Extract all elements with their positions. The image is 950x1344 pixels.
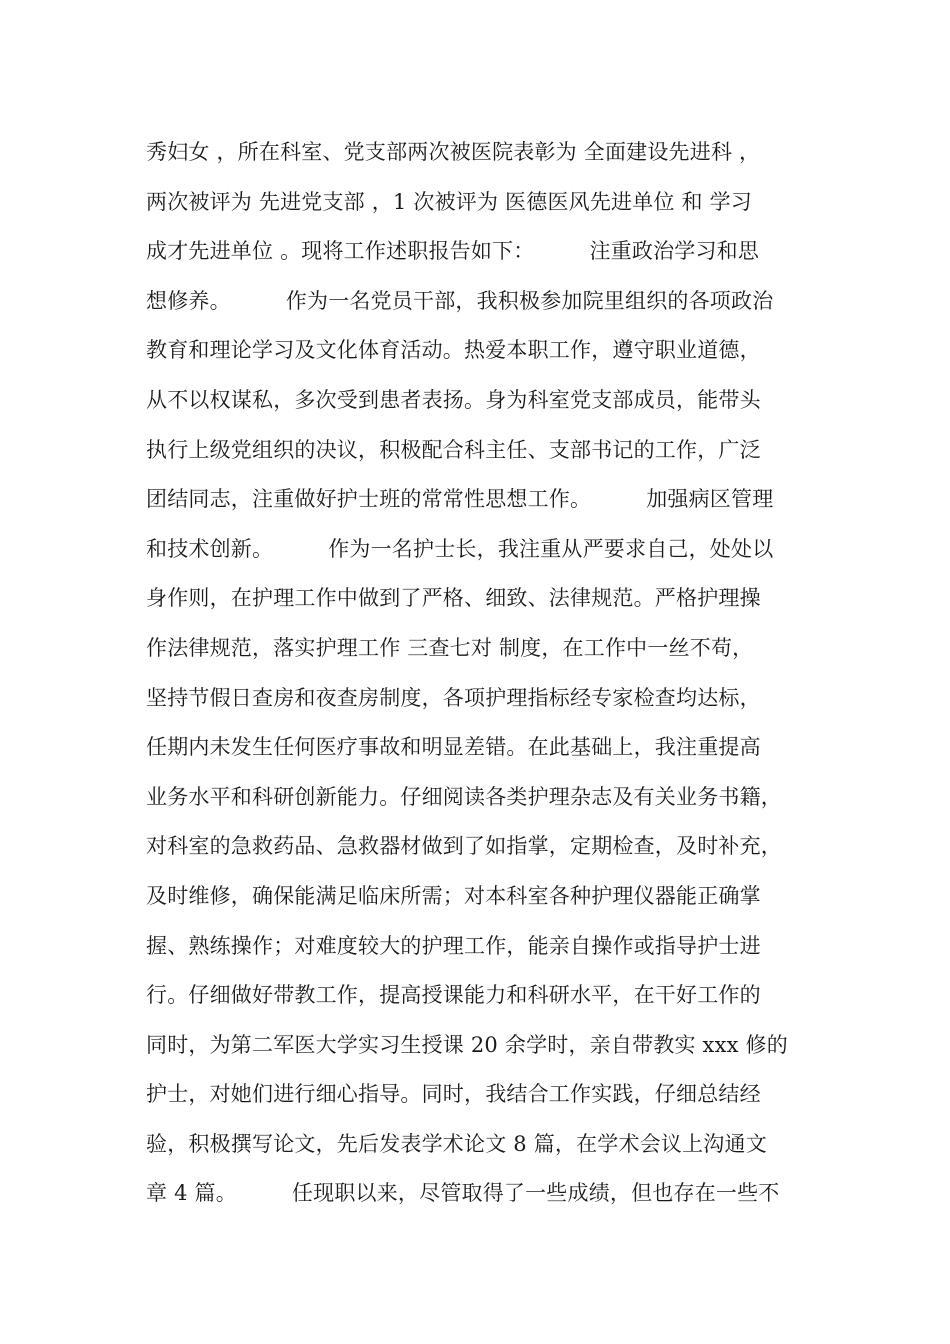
text-line: 身作则，在护理工作中做到了严格、细致、法律规范。严格护理操 bbox=[146, 586, 761, 611]
text-line: 两次被评为 先进党支部 ，1 次被评为 医德医风先进单位 和 学习 bbox=[146, 189, 753, 214]
text-line: 坚持节假日查房和夜查房制度，各项护理指标经专家检查均达标， bbox=[146, 685, 761, 710]
text-line: 从不以权谋私，多次受到患者表扬。身为科室党支部成员，能带头 bbox=[146, 387, 761, 412]
text-line: 秀妇女 ，所在科室、党支部两次被医院表彰为 全面建设先进科 ， bbox=[146, 140, 761, 164]
text-line: 同时，为第二军医大学实习生授课 20 余学时，亲自带教实 xxx 修的 bbox=[146, 1032, 788, 1057]
text-line: 业务水平和科研创新能力。仔细阅读各类护理杂志及有关业务书籍， bbox=[146, 784, 782, 809]
text-line: 验，积极撰写论文，先后发表学术论文 8 篇，在学术会议上沟通文 bbox=[146, 1131, 767, 1156]
text-line: 行。仔细做好带教工作，提高授课能力和科研水平，在干好工作的 bbox=[146, 983, 761, 1008]
text-line: 任期内未发生任何医疗事故和明显差错。在此基础上，我注重提高 bbox=[146, 735, 761, 760]
text-line: 成才先进单位 。现将工作述职报告如下： 注重政治学习和思 bbox=[146, 239, 760, 264]
text-line: 执行上级党组织的决议，积极配合科主任、支部书记的工作，广泛 bbox=[146, 437, 761, 462]
text-line: 教育和理论学习及文化体育活动。热爱本职工作，遵守职业道德， bbox=[146, 338, 761, 363]
text-line: 作法律规范，落实护理工作 三查七对 制度，在工作中一丝不苟， bbox=[146, 635, 754, 660]
text-line: 和技术创新。 作为一名护士长，我注重从严要求自己，处处以 bbox=[146, 536, 774, 561]
text-line: 护士，对她们进行细心指导。同时，我结合工作实践，仔细总结经 bbox=[146, 1082, 761, 1107]
text-line: 及时维修，确保能满足临床所需；对本科室各种护理仪器能正确掌 bbox=[146, 883, 761, 908]
text-line: 握、熟练操作；对难度较大的护理工作，能亲自操作或指导护士进 bbox=[146, 933, 761, 958]
text-line: 想修养。 作为一名党员干部，我积极参加院里组织的各项政治 bbox=[146, 288, 774, 313]
report-body-text bbox=[146, 128, 826, 1219]
text-line: 对科室的急救药品、急救器材做到了如指掌，定期检查，及时补充， bbox=[146, 834, 782, 859]
text-line: 章 4 篇。 任现职以来，尽管取得了一些成绩，但也存在一些不 bbox=[146, 1181, 780, 1206]
text-line: 团结同志，注重做好护士班的常常性思想工作。 加强病区管理 bbox=[146, 487, 774, 512]
